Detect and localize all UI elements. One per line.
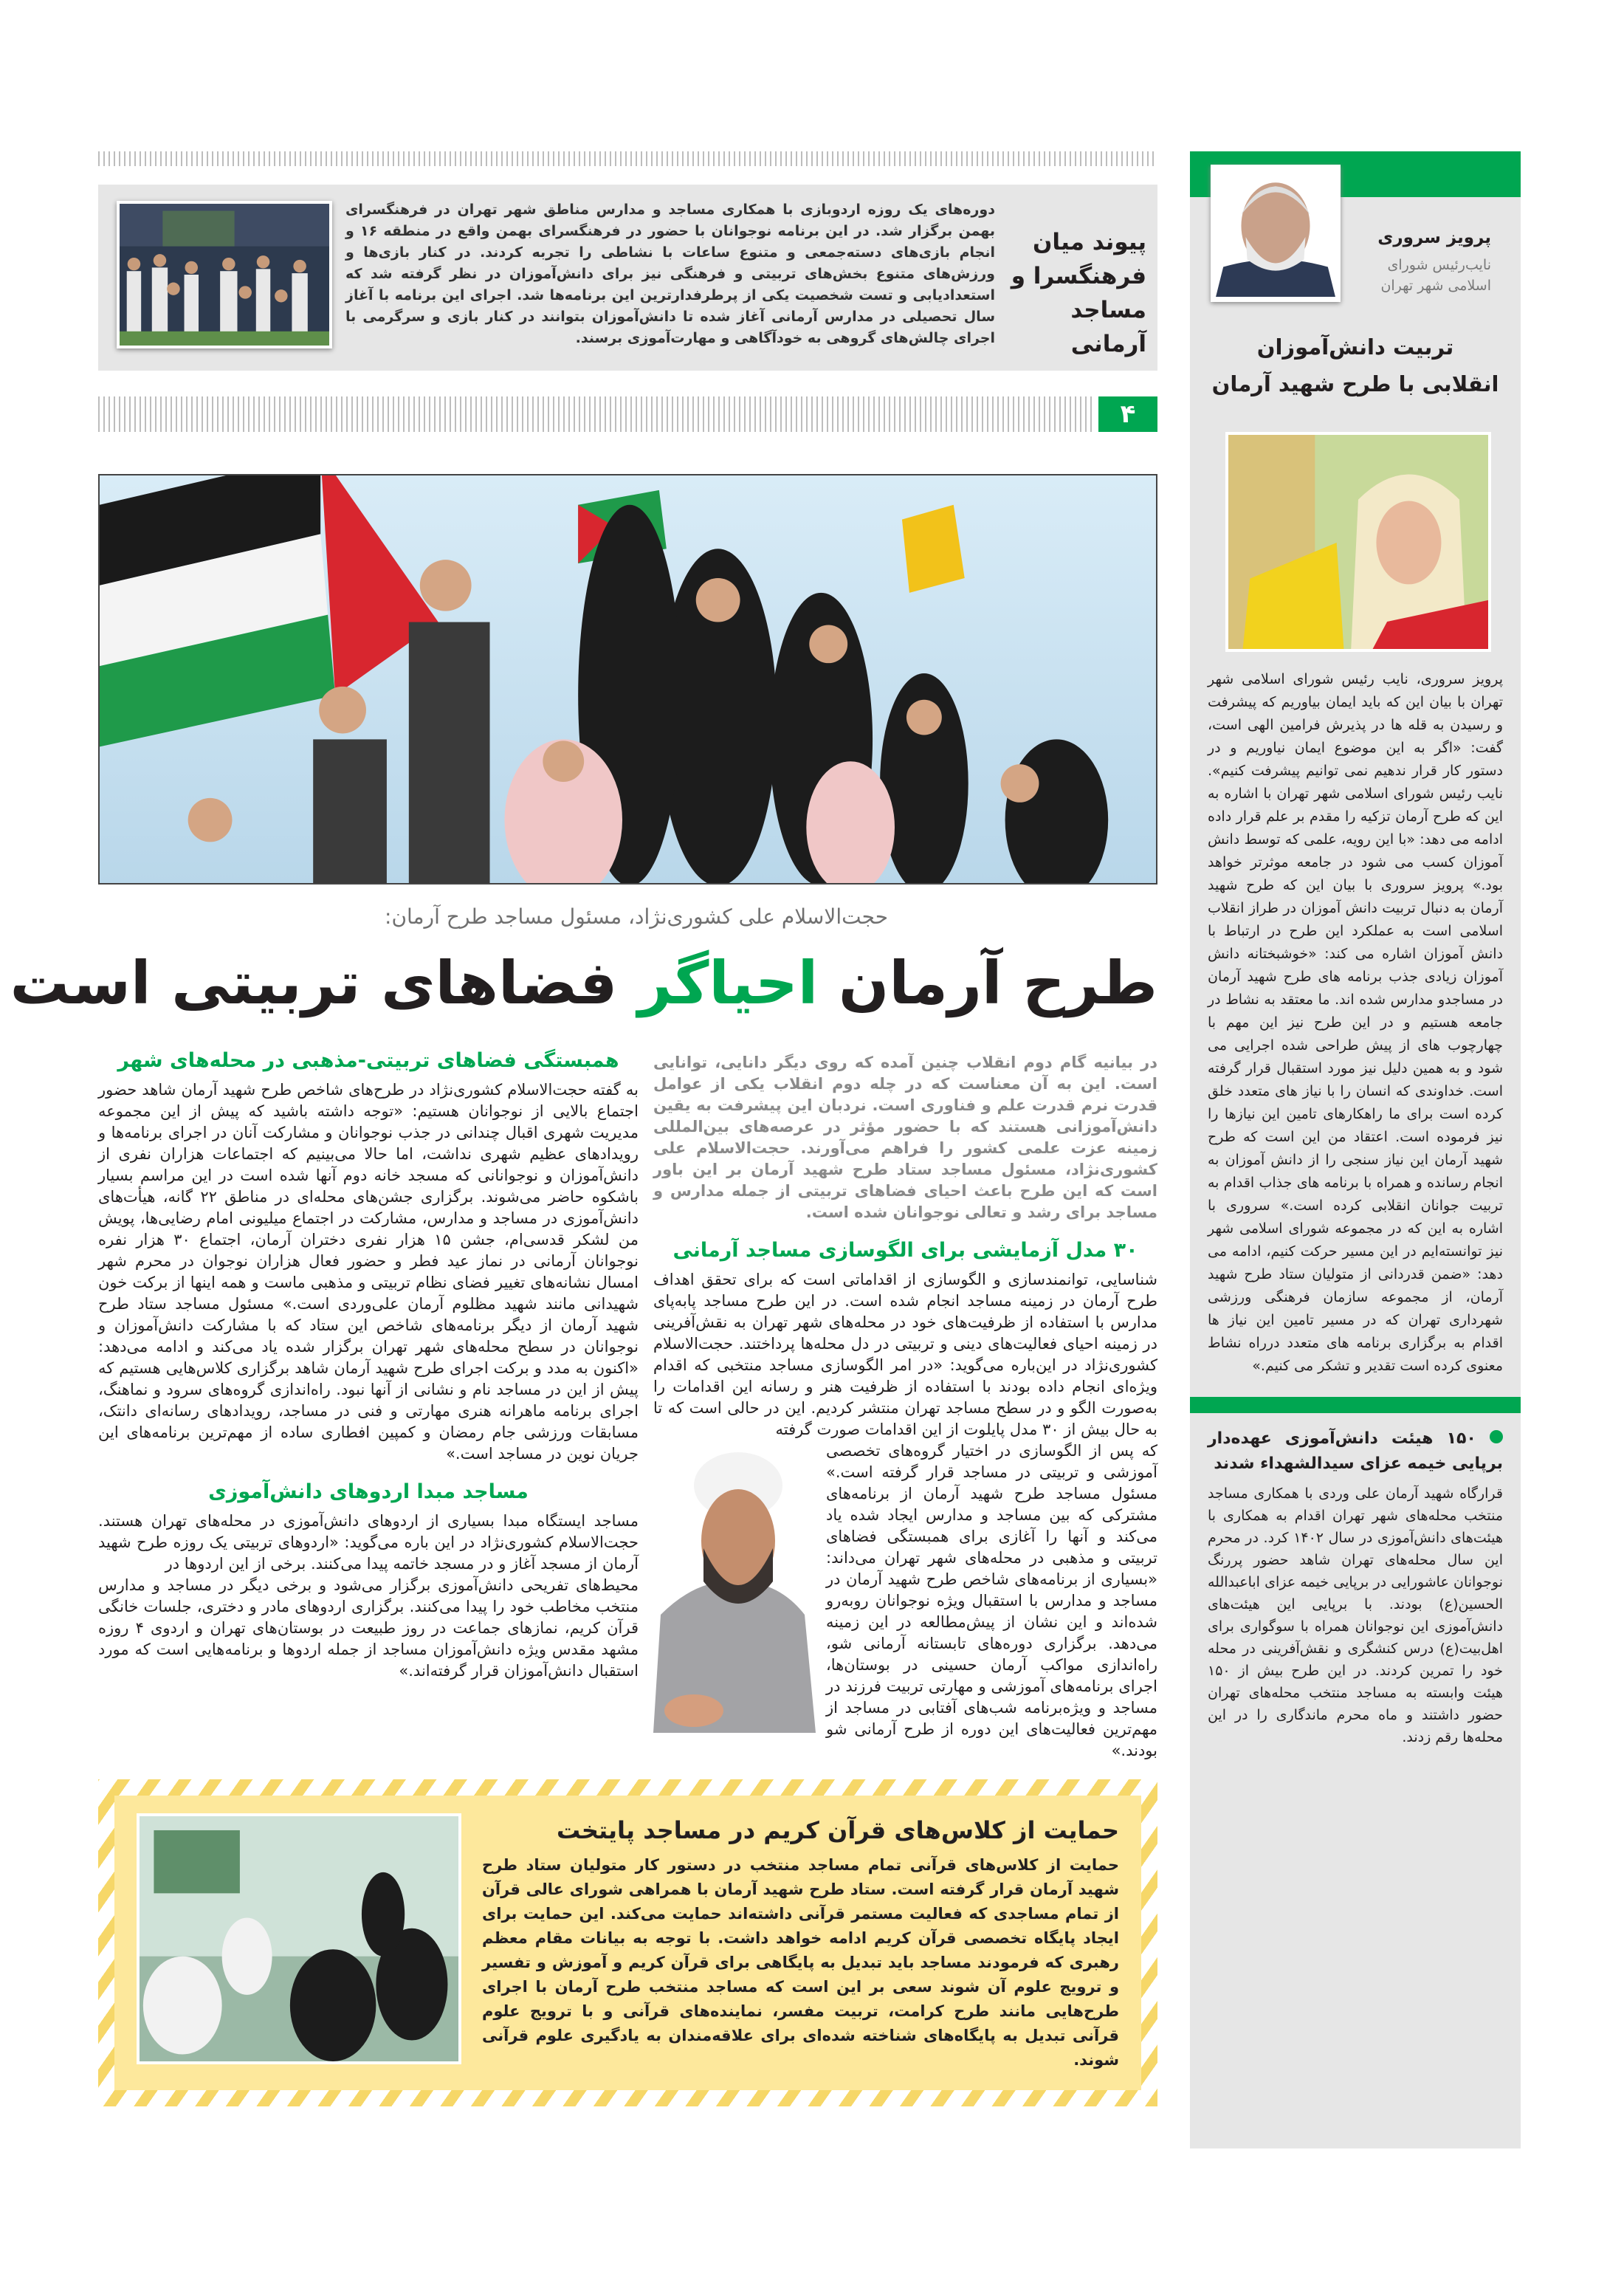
- section-heading: ۳۰ مدل آزمایشی برای الگوسازی مساجد آرمانی: [672, 1239, 1138, 1262]
- sidebar-title-line: انقلابی با طرح شهید آرمان: [1211, 371, 1499, 396]
- bullet-dot-icon: [1490, 1430, 1503, 1443]
- article-column-left: [98, 1041, 639, 1682]
- article-column-right: [653, 1041, 1157, 1762]
- top-box-heading-line: فرهنگسرا و: [1011, 263, 1146, 289]
- group-photo: [117, 201, 332, 348]
- section-body: محیط‌های تفریحی دانش‌آموزی برگزار می‌شود و برخی دیگر در مساجد و مدارس منتخب مخاطب خود را پیدا می‌کنند. برگزاری اردوهای مادر و دختری، جلسات خانگی قرآن کریم، نمازهای جماعت در روز طبیعت در بوستان‌های تهران و اردوی ۴ روزه مشهد مقدس ویژه دانش‌آموزان مساجد از جمله اردوها و برنامه‌هایی است که مورد استقبال دانش‌آموزان قرار گرفته‌اند.»: [98, 1576, 639, 1680]
- author-name: پرویز سروری: [1377, 228, 1491, 247]
- headline-part: طرح آرمان: [839, 949, 1157, 1017]
- top-news-box: [98, 185, 1157, 371]
- quran-box-text: حمایت از کلاس‌های قرآنی تمام مساجد منتخب در دستور کار متولیان ستاد طرح شهید آرمان قرار گرفته است. ستاد طرح شهید آرمان با همراهی شورای عالی قرآن از تمام مساجدی که فعالیت مستمر قرآنی داشته‌اند حمایت می‌کند. این حمایت برای ایجاد پایگاه تخصصی قرآن کریم ادامه خواهد داشت. با توجه به بیانات مقام معظم رهبری که فرمودند مساجد باید تبدیل به پایگاهی برای قرآن کریم و آموزش و تفسیر و ترویج علوم آن شوند سعی بر این است که مساجد منتخب طرح آرمان با اجرای طرح‌هایی مانند طرح کرامت، تربیت مفسر، نماینده‌های قرآنی و با ترویج علوم قرآنی تبدیل به پایگاه‌های شناخته شده‌ای برای علاقه‌مندان به یادگیری علوم قرآنی شوند.: [482, 1856, 1119, 2069]
- sidebar-news-body: قرارگاه شهید آرمان علی وردی با همکاری مساجد منتخب محله‌های شهر تهران اقدام به همکاری با هیئت‌های دانش‌آموزی در سال ۱۴۰۲ کرد. در محرم این سال محله‌های تهران شاهد حضور پررنگ نوجوانان عاشورایی در برپایی خیمه عزای اباعبدالله الحسین(ع) بودند. با برپایی این هیئت‌های دانش‌آموزی این نوجوانان همراه با سوگواری برای اهل‌بیت(ع) درس کنشگری و نقش‌آفرینی در محله خود را تمرین کردند. در این طرح بیش از ۱۵۰ هیئت وابسته به مساجد منتخب محله‌های تهران حضور داشتند و ماه محرم ماندگاری را در این محله‌ها رقم زدند.: [1208, 1485, 1503, 1745]
- sidebar-divider: [1190, 1397, 1521, 1413]
- sidebar-title: [1190, 329, 1521, 402]
- sidebar-news-title: [1208, 1426, 1503, 1477]
- main-rally-photo: [98, 474, 1157, 884]
- top-box-heading-line: پیوند میان: [1032, 229, 1146, 255]
- section-body: شناسایی، توانمندسازی و الگوسازی از اقداماتی است که برای تحقق اهداف طرح آرمان در زمینه مساجد انجام شده است. در این طرح مساجد پابه‌پای مدارس با استفاده از ظرفیت‌های خود در محله‌های شهر تهران به نقش‌آفرینی در زمینه احیای فعالیت‌های دینی و تربیتی در دل محله‌ها پرداختند. حجت‌الاسلام کشوری‌نژاد در این‌باره می‌گوید: «در امر الگوسازی مساجد منتخبی که اقدام ویژه‌ای انجام داده بودند با استفاده از ظرفیت هنر و رسانه این اقدامات را به‌صورت الگو و در سطح مساجد تهران منتشر کردیم. این در حالی است که تا به حال بیش از ۳۰ مدل پایلوت از این اقدامات صورت گرفته: [653, 1271, 1157, 1438]
- quran-box-inner: [114, 1796, 1141, 2090]
- section-heading: همبستگی فضاهای تربیتی-مذهبی در محله‌های شهر: [117, 1049, 619, 1072]
- article-intro: در بیانیه گام دوم انقلاب چنین آمده که روی دیگر دانایی، توانایی است. این به آن معناست که در چله دوم انقلاب یکی از عوامل قدرت نرم قدرت علم و فناوری است. نردبان این پیشرفت به یقین دانش‌آموزانی هستند که با حضور مؤثر در عرصه‌های بین‌المللی زمینه عزت علمی کشور را فراهم می‌آورند. حجت‌الاسلام علی کشوری‌نژاد، مسئول مساجد ستاد طرح شهید آرمان بر این باور است که این طرح باعث احیای فضاهای تربیتی از جمله مدارس و مساجد برای رشد و تعالی نوجوانان شده است.: [653, 1054, 1157, 1221]
- top-box-heading-line: مساجد آرمانی: [1070, 297, 1146, 357]
- quran-box-title: حمایت از کلاس‌های قرآن کریم در مساجد پایتخت: [557, 1816, 1119, 1844]
- section-heading: مساجد مبدا اردوهای دانش‌آموزی: [208, 1480, 529, 1503]
- sidebar-body: پرویز سروری، نایب رئیس شورای اسلامی شهر تهران با بیان این که باید ایمان بیاوریم که پیشرفت و رسیدن به قله ها در پذیرش فرامین الهی است، گفت: «اگر به این موضوع ایمان نیاوریم و در دستور کار قرار ندهیم نمی توانیم پیشرفت کنیم». نایب رئیس شورای اسلامی شهر تهران با اشاره به این که طرح آرمان تزکیه را مقدم بر علم قرار داده ادامه می دهد: «با این رویه، علمی که توسط دانش آموزان کسب می شود در جامعه موثرتر خواهد بود.» پرویز سروری با بیان این که طرح شهید آرمان به دنبال تربیت دانش آموزان در طراز انقلاب اسلامی است به عملکرد این طرح در ارتباط با دانش آموزان اشاره می کند: «خوشبختانه دانش آموزان زیادی جذب برنامه های طرح شهید آرمان در مساجدو مدارس شده اند. ما معتقد به نشاط در جامعه هستیم و در این طرح نیز این مهم با چهارچوب های از پیش طراحی شده اجرایی می شود و به همین دلیل نیز مورد استقبال قرار گرفته است. خداوندی که انسان را با نیاز های متعدد خلق کرده است برای ما راهکارهای تامین این نیازها را نیز فرموده است. اعتقاد من این است که طرح شهید آرمان این نیاز سنجی را از دانش آموزان به انجام رسانده و همراه با برنامه های جذاب اقدام به تربیت جوانان انقلابی کرده است.» سروری با اشاره به این که در مجموعه شورای اسلامی شهر نیز توانسته‌ایم در این مسیر حرکت کنیم، ادامه می دهد: «ضمن قدردانی از متولیان ستاد طرح شهید آرمان، از مجموعه سازمان فرهنگی ورزشی شهرداری تهران که در مسیر تامین این نیاز ها اقدام به برگزاری برنامه های متعدد درراه نشاط معنوی کرده است تقدیر و تشکر می کنیم.»: [1208, 671, 1503, 1374]
- author-title-line: اسلامی شهر تهران: [1380, 278, 1491, 294]
- article-headline: [10, 939, 1157, 1028]
- headline-highlight: احیاگر: [638, 949, 819, 1017]
- page-rule: [98, 396, 1095, 432]
- sidebar-flow: [1190, 668, 1521, 1748]
- quran-box-content: [482, 1813, 1119, 2072]
- headline-part: فضاهای تربیتی است: [10, 949, 618, 1017]
- article-body-area: [98, 1041, 1157, 2106]
- sidebar-news-title-text: ۱۵۰ هیئت دانش‌آموزی عهده‌دار برپایی خیمه عزای سیدالشهداء شدند: [1208, 1429, 1503, 1473]
- girl-flag-photo: [1225, 432, 1491, 652]
- top-rule: [98, 151, 1157, 166]
- quran-class-photo: [137, 1813, 461, 2064]
- section-body: مساجد ایستگاه مبدا بسیاری از اردوهای دانش‌آموزی در محله‌های تهران هستند. حجت‌الاسلام کشوری‌نژاد در این باره می‌گوید: «اردوهای تربیتی یک روزه طرح شهید آرمان از مسجد آغاز و در مسجد خاتمه پیدا می‌کنند. برخی از این اردوها در: [98, 1512, 639, 1573]
- section-body: به گفته حجت‌الاسلام کشوری‌نژاد در طرح‌های شاخص طرح شهید آرمان شاهد حضور اجتماع بالایی از نوجوانان هستیم: «توجه داشته باشید که پیش از این مجموعه مدیریت شهری اقبال چندانی در جذب نوجوانان و مشارکت آنان در اجرای برنامه‌ها و رویدادهای عظیم شهری نداشت، اما حالا می‌بینیم که اجتماعات هزاران نفری از دانش‌آموزان و نوجوانانی که مسجد خانه دوم آنها شده است در این مراسم بسیار باشکوه حاضر می‌شوند. برگزاری جشن‌های محله‌ای در مناطق ۲۲ گانه، هیأت‌های دانش‌آموزی در مساجد و مدارس، مشارکت در اجتماع میلیونی امام رضایی‌ها، پویش من لشکر قدسی‌ام، جشن ۱۵ هزار نفری دختران آرمان، اجتماع ۳۰ هزار نفره نوجوانان آرمانی در نماز عید فطر و حضور فعال هزاران نوجوان در محرم شهر امسال نشانه‌های تغییر فضای نظام تربیتی و مذهبی ماست و همه اینها از برکت خون شهیدانی مانند شهید مظلوم آرمان علی‌وردی است.» مسئول مساجد ستاد طرح شهید آرمان از دیگر برنامه‌های شاخص این ستاد که با مشارکت دانش‌آموزان و نوجوانان در سطح محله‌های شهر تهران برگزار شده یاد می‌کند و ادامه می‌دهد: «اکنون به مدد و برکت اجرای طرح شهید آرمان شاهد برگزاری کلاس‌هایی هستیم که پیش از این در مساجد نام و نشانی از آنها نبود. راه‌اندازی گروه‌های سرود و نماهنگ، اجرای برنامه ماهرانه هنری مهارتی و فنی در مساجد، رویدادهای رسانه‌ای دانتک، مسابقات ورزشی جام رمضان و کمپین افطاری ساده از مهم‌ترین برنامه‌های این جریان نوین در مساجد است.»: [98, 1081, 639, 1463]
- top-box-text: دوره‌های یک روزه اردوبازی با همکاری مساجد و مدارس مناطق شهر تهران در فرهنگسرای بهمن برگزار شد. در این برنامه نوجوانان با حضور در فرهنگسرای بهمن واقع در منطقه ۱۶ و انجام بازی‌های دسته‌جمعی و متنوع ساعات با نشاطی را تجربه کردند. در کنار بازی‌ها و ورزش‌های متنوع بخش‌های تربیتی و فرهنگی نیز برای دانش‌آموزان در نظر گرفته شد که استعدادیابی و تست شخصیت یکی از پرطرفدارترین این برنامه‌ها شد. اجرای این برنامه با آغاز سال تحصیلی در مدارس آرمانی آغاز شده تا دانش‌آموزان بتوانند در کنار بازی و سرگرمی با اجرای چالش‌های گروهی به خودآگاهی و مهارت‌آموزی برسند.: [345, 202, 995, 346]
- page-number: ۴: [1098, 396, 1157, 432]
- article-kicker: حجت‌الاسلام علی کشوری‌نژاد، مسئول مساجد طرح آرمان:: [385, 904, 888, 929]
- author-photo: [1211, 165, 1341, 302]
- author-title: [1380, 255, 1491, 296]
- quran-box: [98, 1779, 1157, 2106]
- sidebar-title-line: تربیت دانش‌آموزان: [1256, 334, 1454, 360]
- opinion-sidebar: [1190, 151, 1521, 2148]
- section-body: که پس از الگوسازی در اختیار گروه‌های تخصصی آموزشی و تربیتی در مساجد قرار گرفته است.» مسئول مساجد طرح شهید آرمان از برنامه‌های مشترکی که بین مساجد و مدارس ایجاد شده یاد می‌کند و آنها را آغازی برای همبستگی فضاهای تربیتی و مذهبی در محله‌های شهر تهران می‌داند: «بسیاری از برنامه‌های شاخص طرح شهید آرمان در مساجد و مدارس با استقبال ویژه نوجوانان روبه‌رو شده‌اند و این نشان از پیش‌مطالعه در این زمینه می‌دهد. برگزاری دوره‌های تابستانه آرمانی شو، راه‌اندازی مواکب آرمان حسینی در بوستان‌ها، اجرای برنامه‌های آموزشی و مهارتی تربیت فرزند در مساجد و ویژه‌برنامه شب‌های آفتابی در مساجد از مهم‌ترین فعالیت‌های این دوره از طرح آرمانی شو بودند.»: [826, 1442, 1157, 1759]
- cleric-portrait: [653, 1445, 816, 1733]
- top-box-heading: [1002, 225, 1146, 361]
- author-title-line: نایب‌رئیس شورای: [1387, 257, 1491, 273]
